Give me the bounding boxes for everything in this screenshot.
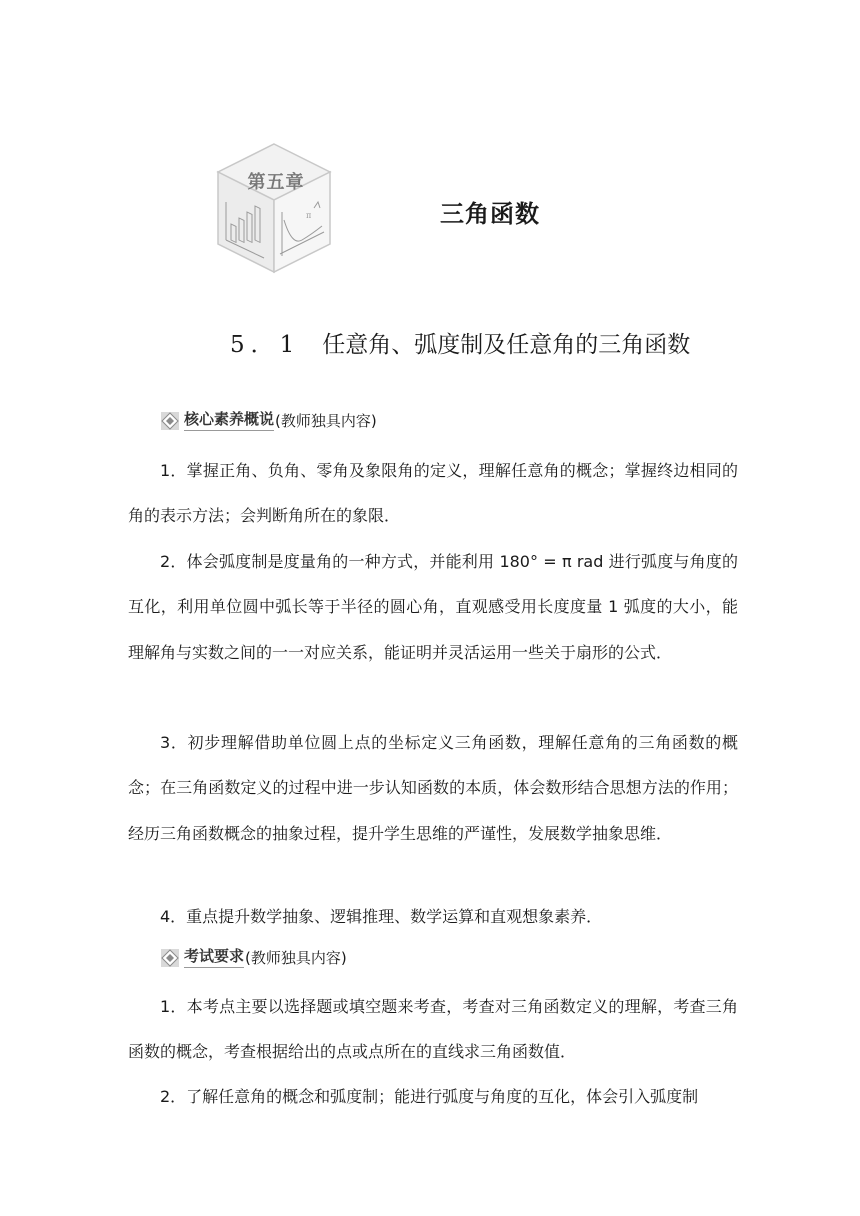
chapter-banner (160, 96, 770, 286)
exam-heading-text: 考试要求 (184, 945, 244, 968)
diamond-icon (160, 948, 180, 968)
exam-item-1: 1．本考点主要以选择题或填空题来考查，考查对三角函数定义的理解，考查三角函数的概念，考查根据给出的点或点所在的直线求三角函数值． (128, 997, 738, 1062)
section-title-text: 任意角、弧度制及任意角的三角函数 (322, 332, 691, 358)
exam-item-2: 2．了解任意角的概念和弧度制；能进行弧度与角度的互化，体会引入弧度制 (160, 1087, 699, 1106)
chapter-label: 第五章 (247, 172, 305, 193)
literacy-item-3: 3．初步理解借助单位圆上点的坐标定义三角函数，理解任意角的三角函数的概念；在三角函数定义的过程中进一步认知函数的本质，体会数形结合思想方法的作用；经历三角函数概念的抽象过程，提升学生思维的严谨性，发展数学抽象思维． (128, 733, 738, 843)
literacy-heading-note: (教师独具内容) (275, 412, 377, 430)
section-title (230, 326, 690, 359)
literacy-heading (160, 408, 377, 431)
literacy-heading-text: 核心素养概说 (184, 408, 274, 431)
cube-icon (214, 142, 334, 274)
svg-text:π: π (306, 211, 312, 220)
section-number: 5．1 (230, 332, 301, 358)
literacy-item-4: 4．重点提升数学抽象、逻辑推理、数学运算和直观想象素养． (160, 907, 603, 926)
literacy-item-1: 1．掌握正角、负角、零角及象限角的定义，理解任意角的概念；掌握终边相同的角的表示方法；会判断角所在的象限． (128, 461, 738, 526)
diamond-icon (160, 411, 180, 431)
chapter-title: 三角函数 (440, 200, 540, 228)
literacy-item-2: 2．体会弧度制是度量角的一种方式，并能利用 180° = π rad 进行弧度与角度的互化，利用单位圆中弧长等于半径的圆心角，直观感受用长度度量 1 弧度的大小，能理解角与实数之间的一一对应关系，能证明并灵活运用一些关于扇形的公式． (128, 552, 738, 662)
exam-heading (160, 945, 347, 968)
exam-heading-note: (教师独具内容) (245, 949, 347, 967)
